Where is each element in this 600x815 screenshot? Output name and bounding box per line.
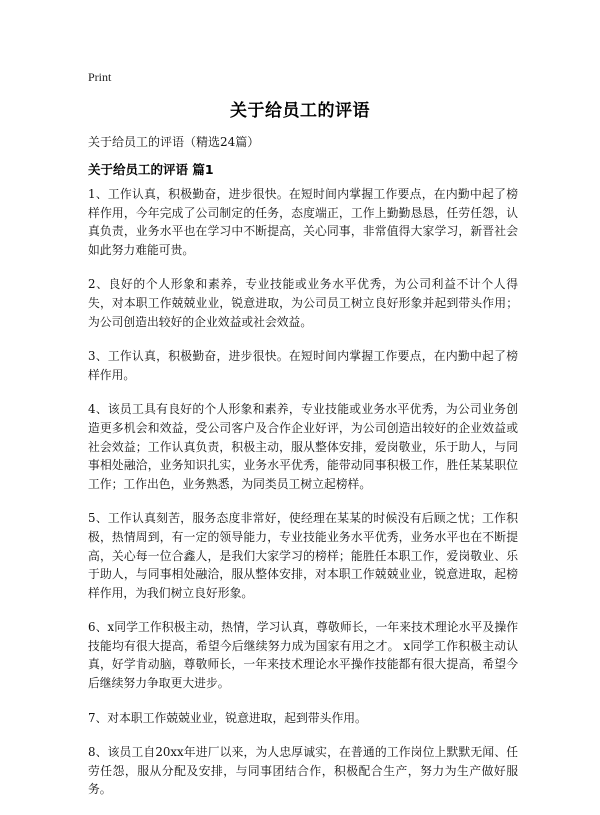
paragraph-3: 3、工作认真，积极勤奋，进步很快。在短时间内掌握工作要点，在内勤中起了榜样作用。	[88, 349, 518, 382]
document-subtitle: 关于给员工的评语（精选24篇）	[88, 135, 260, 149]
paragraph-2: 2、良好的个人形象和素养，专业技能或业务水平优秀，为公司利益不计个人得失，对本职工作兢兢业业，锐意进取，为公司员工树立良好形象并起到带头作用；为公司创造出较好的企业效益或社会效益。	[88, 277, 518, 329]
paragraph-1: 1、工作认真，积极勤奋，进步很快。在短时间内掌握工作要点，在内勤中起了榜样作用，今年完成了公司制定的任务，态度端正，工作上勤勤恳恳，任劳任怨，认真负责，业务水平也在学习中不断提高，关心同事，非常值得大家学习，新晋社会如此努力难能可贵。	[88, 187, 518, 257]
section-heading: 关于给员工的评语 篇1	[88, 162, 214, 177]
document-body	[88, 185, 518, 815]
print-label: Print	[88, 70, 112, 84]
document-title: 关于给员工的评语	[230, 101, 370, 121]
paragraph-8: 8、该员工自20xx年进厂以来，为人忠厚诚实，在普通的工作岗位上默默无闻、任劳任怨，服从分配及安排，与同事团结合作，积极配合生产，努力为生产做好服务。	[88, 745, 518, 797]
paragraph-5: 5、工作认真刻苦，服务态度非常好，使经理在某某的时候没有后顾之忧；工作积极，热情周到，有一定的领导能力，专业技能业务水平优秀，业务水平也在不断提高，关心每一位合鑫人，是我们大家学习的榜样；能胜任本职工作，爱岗敬业、乐于助人，与同事相处融洽，服从整体安排，对本职工作兢兢业业，锐意进取，起榜样作用，为我们树立良好形象。	[88, 511, 518, 600]
paragraph-7: 7、对本职工作兢兢业业，锐意进取，起到带头作用。	[88, 710, 367, 725]
paragraph-6: 6、x同学工作积极主动，热情，学习认真，尊敬师长，一年来技术理论水平及操作技能均有很大提高，希望今后继续努力成为国家有用之才。 x同学工作积极主动认真，好学肯动脑，尊敬师长，一年来技术理论水平操作技能都有很大提高，希望今后继续努力争取更大进步。	[88, 620, 518, 691]
paragraph-4: 4、该员工具有良好的个人形象和素养，专业技能或业务水平优秀，为公司业务创造更多机会和效益，受公司客户及合作企业好评，为公司创造出较好的企业效益或社会效益；工作认真负责，积极主动，服从整体安排，爱岗敬业，乐于助人，与同事相处融洽，业务知识扎实，业务水平优秀，能带动同事积极工作，胜任某某职位工作；工作出色，业务熟悉，为同类员工树立起榜样。	[88, 402, 518, 491]
